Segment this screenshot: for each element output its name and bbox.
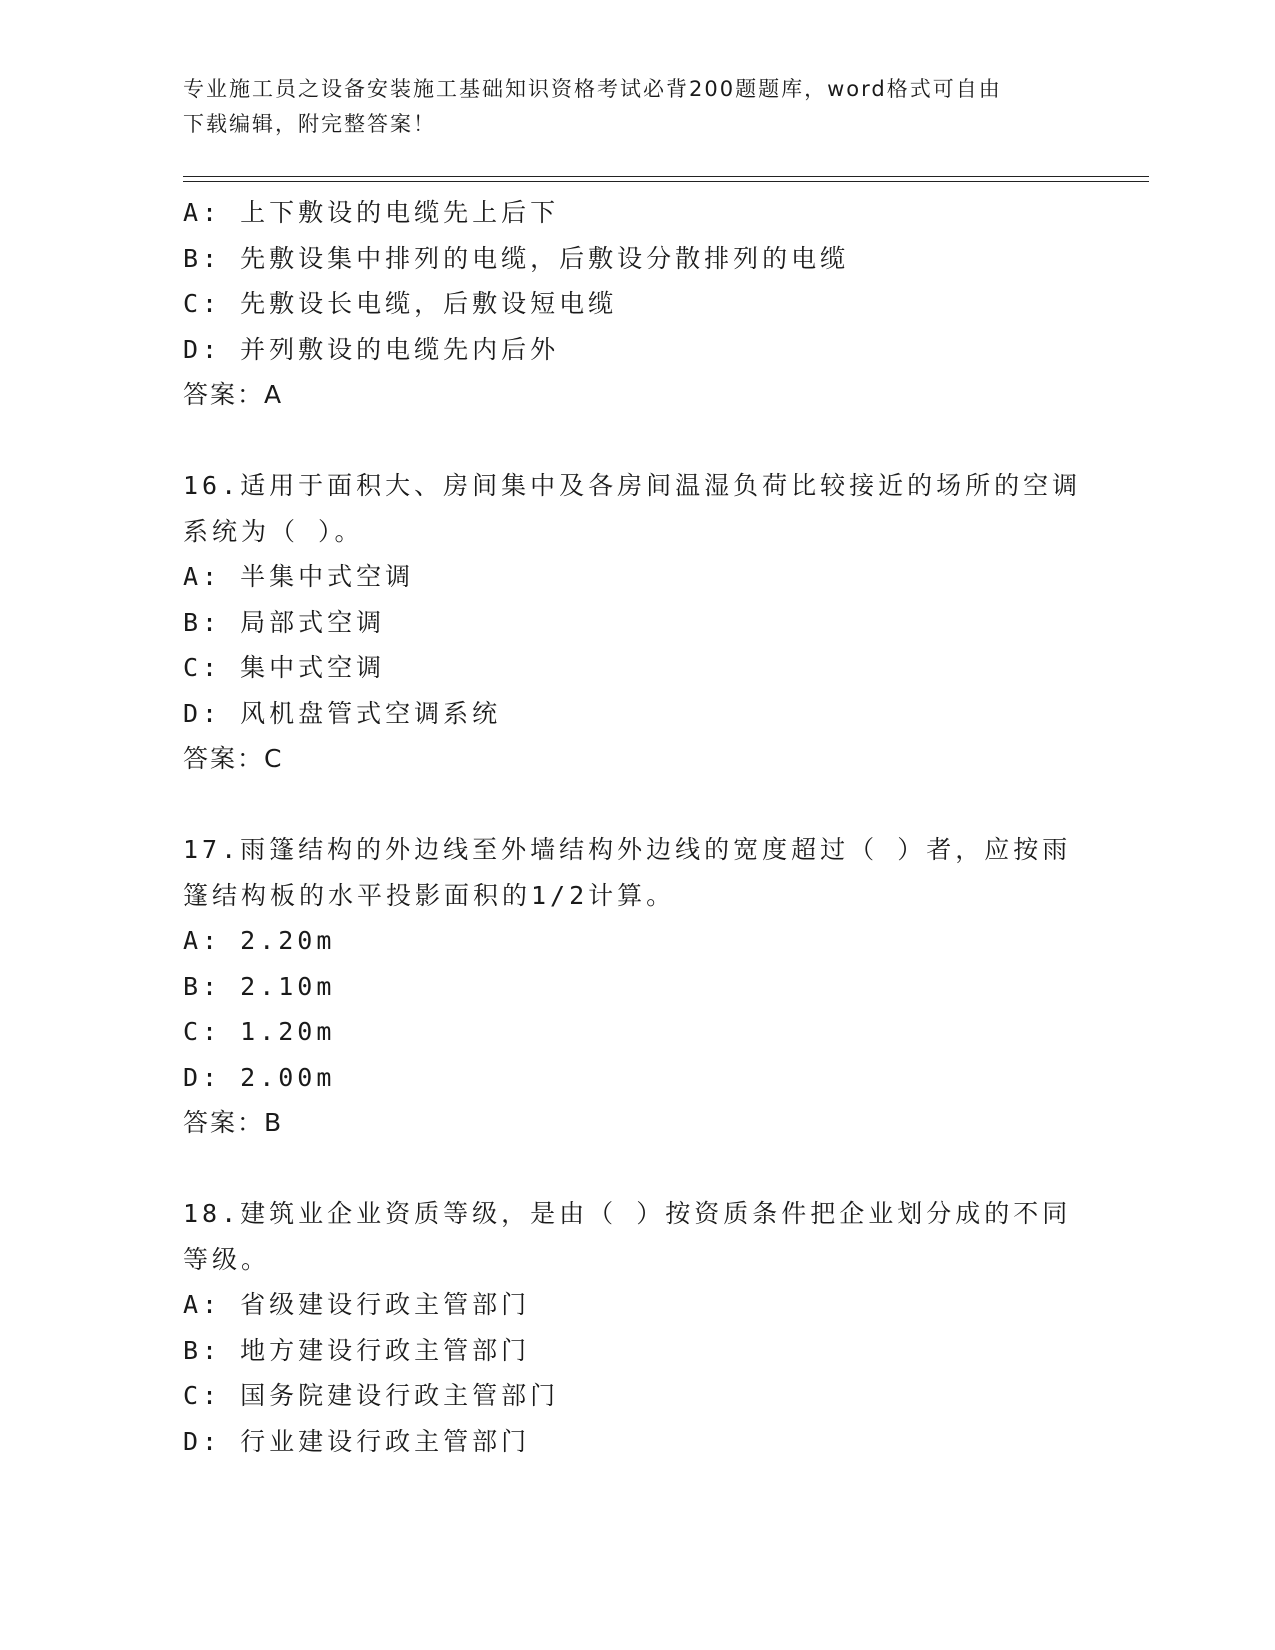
document-header xyxy=(183,72,1083,142)
spacer xyxy=(183,782,1083,828)
spacer xyxy=(183,418,1083,464)
option-d: D: 风机盘管式空调系统 xyxy=(183,698,502,728)
question-text-line-2: 系统为（ ）。 xyxy=(183,516,364,546)
option-c: C: 1.20m xyxy=(183,1017,336,1046)
option-b: B: 先敷设集中排列的电缆，后敷设分散排列的电缆 xyxy=(183,243,850,273)
header-divider-bottom xyxy=(183,181,1149,182)
question-text-line-2: 篷结构板的水平投影面积的1/2计算。 xyxy=(183,880,676,910)
option-a: A: 2.20m xyxy=(183,926,336,955)
option-c: C: 集中式空调 xyxy=(183,653,386,682)
option-b: B: 局部式空调 xyxy=(183,607,386,637)
option-a: A: 省级建设行政主管部门 xyxy=(183,1290,531,1319)
question-17 xyxy=(183,827,1083,1146)
question-18 xyxy=(183,1191,1083,1464)
answer-line: 答案：B xyxy=(183,1108,284,1137)
option-c: C: 国务院建设行政主管部门 xyxy=(183,1381,560,1410)
option-a: A: 上下敷设的电缆先上后下 xyxy=(183,198,560,227)
option-d: D: 2.00m xyxy=(183,1062,336,1092)
option-b: B: 2.10m xyxy=(183,971,336,1001)
question-list xyxy=(183,190,1083,1464)
question-16 xyxy=(183,463,1083,782)
option-b: B: 地方建设行政主管部门 xyxy=(183,1335,531,1365)
spacer xyxy=(183,1146,1083,1192)
header-line-1: 专业施工员之设备安装施工基础知识资格考试必背200题题库，word格式可自由 xyxy=(183,77,1002,101)
question-text-line-2: 等级。 xyxy=(183,1244,271,1274)
question-text-line-1: 18.建筑业企业资质等级，是由（ ）按资质条件把企业划分成的不同 xyxy=(183,1199,1072,1228)
header-divider-top xyxy=(183,176,1149,177)
question-15 xyxy=(183,190,1083,418)
answer-line: 答案：A xyxy=(183,380,284,409)
question-text-line-1: 17.雨篷结构的外边线至外墙结构外边线的宽度超过（ ）者，应按雨 xyxy=(183,835,1072,864)
option-c: C: 先敷设长电缆，后敷设短电缆 xyxy=(183,289,618,318)
option-a: A: 半集中式空调 xyxy=(183,562,415,591)
question-text-line-1: 16.适用于面积大、房间集中及各房间温湿负荷比较接近的场所的空调 xyxy=(183,471,1082,500)
answer-line: 答案：C xyxy=(183,744,284,773)
option-d: D: 行业建设行政主管部门 xyxy=(183,1426,531,1456)
option-d: D: 并列敷设的电缆先内后外 xyxy=(183,334,560,364)
header-line-2: 下载编辑，附完整答案！ xyxy=(183,112,436,136)
